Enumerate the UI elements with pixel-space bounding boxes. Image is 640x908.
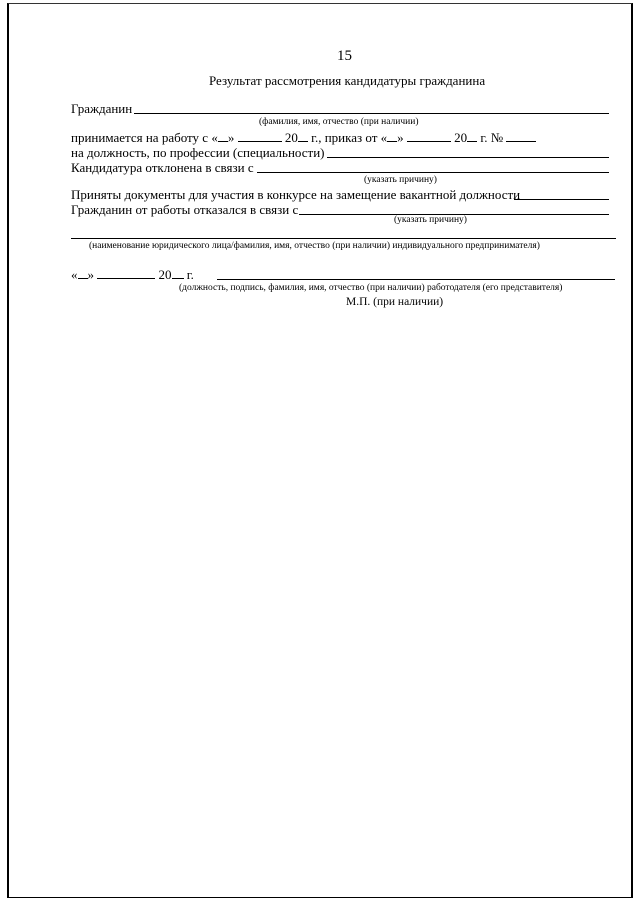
order-month-field[interactable] — [407, 132, 451, 142]
date-month-field[interactable] — [97, 269, 155, 279]
order-number-field[interactable] — [506, 132, 536, 142]
employer-hint: (наименование юридического лица/фамилия, имя, отчество (при наличии) индивидуального предпринимателя) — [89, 241, 540, 251]
page-number: 15 — [337, 48, 352, 64]
stamp-label: М.П. (при наличии) — [346, 296, 444, 308]
document-page — [7, 3, 633, 898]
date-day-field[interactable] — [78, 269, 88, 279]
date-year-field[interactable] — [172, 269, 184, 279]
order-day-field[interactable] — [387, 132, 397, 142]
signature-field[interactable] — [217, 270, 615, 280]
position-label: на должность, по профессии (специальности) — [71, 145, 325, 160]
reason-hint-1: (указать причину) — [364, 175, 437, 185]
rejected-label: Кандидатура отклонена в связи с — [71, 160, 254, 175]
citizen-name-line[interactable] — [134, 104, 609, 114]
hired-line — [71, 130, 536, 146]
position-field[interactable] — [327, 148, 609, 158]
year-1: 20 — [284, 130, 298, 145]
year-2: 20 — [454, 130, 468, 145]
order-date-prefix: г., приказ от « — [311, 130, 388, 145]
hired-prefix: принимается на работу с « — [71, 130, 218, 145]
refused-reason-field[interactable] — [299, 205, 609, 215]
refused-label: Гражданин от работы отказался в связи с — [71, 202, 299, 217]
date-line — [71, 267, 194, 283]
citizen-label: Гражданин — [71, 101, 133, 116]
rejected-reason-line-2[interactable] — [257, 172, 609, 173]
hire-month-field[interactable] — [238, 132, 282, 142]
quote-close-2: » — [397, 130, 404, 145]
signature-hint: (должность, подпись, фамилия, имя, отчество (при наличии) работодателя (его представителя) — [179, 283, 563, 293]
date-open: « — [71, 267, 78, 282]
employer-field[interactable] — [71, 229, 616, 239]
number-label: г. № — [480, 130, 504, 145]
documents-field[interactable] — [514, 190, 609, 200]
citizen-hint: (фамилия, имя, отчество (при наличии) — [259, 117, 419, 127]
documents-label: Приняты документы для участия в конкурсе на замещение вакантной должности — [71, 187, 521, 202]
hire-day-field[interactable] — [218, 132, 228, 142]
date-year: 20 — [158, 267, 172, 282]
hire-year-field[interactable] — [298, 132, 308, 142]
quote-close-1: » — [227, 130, 235, 145]
date-close: » — [87, 267, 94, 282]
document-title: Результат рассмотрения кандидатуры гражданина — [209, 73, 486, 88]
order-year-field[interactable] — [467, 132, 477, 142]
reason-hint-2: (указать причину) — [394, 215, 467, 225]
date-suffix: г. — [186, 267, 194, 282]
